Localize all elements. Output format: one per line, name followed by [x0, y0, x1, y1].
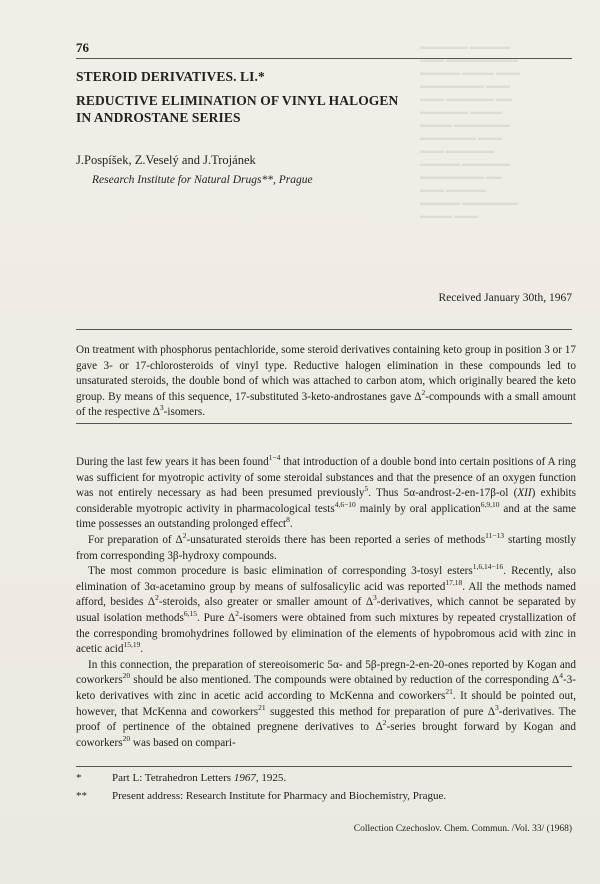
received-date: Received January 30th, 1967 — [438, 292, 572, 304]
show-through-texture: ▬▬▬▬▬▬ ▬▬▬▬▬ ▬▬▬ ▬▬▬▬▬▬▬▬▬ ▬▬▬▬▬ ▬▬▬▬ ▬▬▬ ▬▬▬▬▬▬▬▬ ▬▬▬ ▬▬▬ ▬▬▬▬▬▬ ▬▬ ▬▬▬▬▬▬ ▬▬▬▬ ▬▬▬▬ ▬▬▬▬▬▬▬ ▬▬▬▬▬▬▬ ▬▬▬ ▬▬▬ ▬▬▬▬▬▬ ▬▬▬▬▬ ▬▬▬▬▬▬ ▬▬▬▬▬▬▬▬ ▬▬ ▬▬▬ ▬▬▬▬▬ ▬▬▬▬▬ ▬▬▬▬▬▬▬ ▬▬▬▬ ▬▬▬ — [420, 42, 520, 220]
footnote-2: ** Present address: Research Institute for Pharmacy and Biochemistry, Prague. — [76, 790, 447, 802]
title-line-2: REDUCTIVE ELIMINATION OF VINYL HALOGEN — [76, 93, 399, 108]
abstract-top-rule — [76, 329, 572, 330]
article-title — [76, 68, 398, 126]
journal-footer: Collection Czechoslov. Chem. Commun. /Vol. 33/ (1968) — [353, 824, 572, 834]
footnote-1-mark: * — [76, 772, 82, 784]
authors: J.Pospíšek, Z.Veselý and J.Trojánek — [76, 153, 256, 167]
title-line-3: IN ANDROSTANE SERIES — [76, 110, 241, 125]
footnote-2-mark: ** — [76, 790, 87, 802]
paragraph-4: In this connection, the preparation of stereoisomeric 5α- and 5β-pregn-2-en-20-ones reported by Kogan and coworkers$^{20}$ should be also mentioned. The compounds were obtained by reduction of the corresponding $\Delta^4-3$-keto derivatives with zinc in acetic acid according to McKenna and coworkers$^{21}$. It should be pointed out, however, that McKenna and coworkers$^{21}$ suggested this method for preparation of pure $\Delta^3$-derivatives. The proof of pertinence of the obtained pregnene derivatives to $\Delta^2$-series brought forward by Kogan and coworkers$^{20}$ was based on compari- — [76, 658, 576, 749]
abstract: On treatment with phosphorus pentachloride, some steroid derivatives containing keto group in position 3 or 17 gave 3- or 17-chlorosteroids of vinyl type. Reductive halogen elimination in these compounds led to unsaturated steroids, the double bond of which was attached to carbon atom, which originally beared the keto group. By means of this sequence, 17-substituted 3-keto-androstanes gave $\Delta^2$-compounds with a small amount of the respective $\Delta^3$-isomers. — [76, 344, 576, 419]
title-line-1: STEROID DERIVATIVES. LI.* — [76, 69, 265, 84]
footnote-1: * Part L: Tetrahedron Letters 1967, 1925. — [76, 772, 287, 784]
header-rule — [76, 58, 572, 59]
body-text — [76, 455, 576, 751]
footnote-rule — [76, 766, 572, 767]
abstract-bottom-rule — [76, 423, 572, 424]
page-number: 76 — [76, 40, 89, 55]
paragraph-2: For preparation of $\Delta^2$-unsaturated steroids there has been reported a series of methods$^{11-13}$ starting mostly from corresponding 3β-hydroxy compounds. — [76, 530, 576, 562]
paragraph-1: During the last few years it has been found$^{1-4}$ that introduction of a double bond into certain positions of A ring was sufficient for myotropic activity of some steroidal substances and that the presence of an oxygen function was not entirely necessary as had been presumed previously$^5$. Thus 5α-androst-2-en-17β-ol (XII) exhibits considerable myotropic activity in pharmacological tests$^{4,6-10}$ mainly by oral application$^{6,9,10}$ and at the same time possesses an outstanding prolonged effect$^8$. — [76, 453, 577, 531]
institution: Research Institute for Natural Drugs**, Prague — [92, 174, 313, 186]
paragraph-3: The most common procedure is basic elimination of corresponding 3-tosyl esters$^{1,6,14-16}$. Recently, also elimination of 3α-acetamino group by means of sulfosalicylic acid was reported$^{17,18}$. All the methods named afford, besides $\Delta^2$-steroids, also greater or smaller amount of $\Delta^3$-derivatives, which cannot be separated by usual isolation methods$^{6,15}$. Pure $\Delta^2$-isomers were obtained from such mixtures by repeated crystallization of the corresponding bromohydrines followed by elimination of the elements of hypobromous acid with zinc in acetic acid$^{15,19}$. — [76, 562, 577, 656]
